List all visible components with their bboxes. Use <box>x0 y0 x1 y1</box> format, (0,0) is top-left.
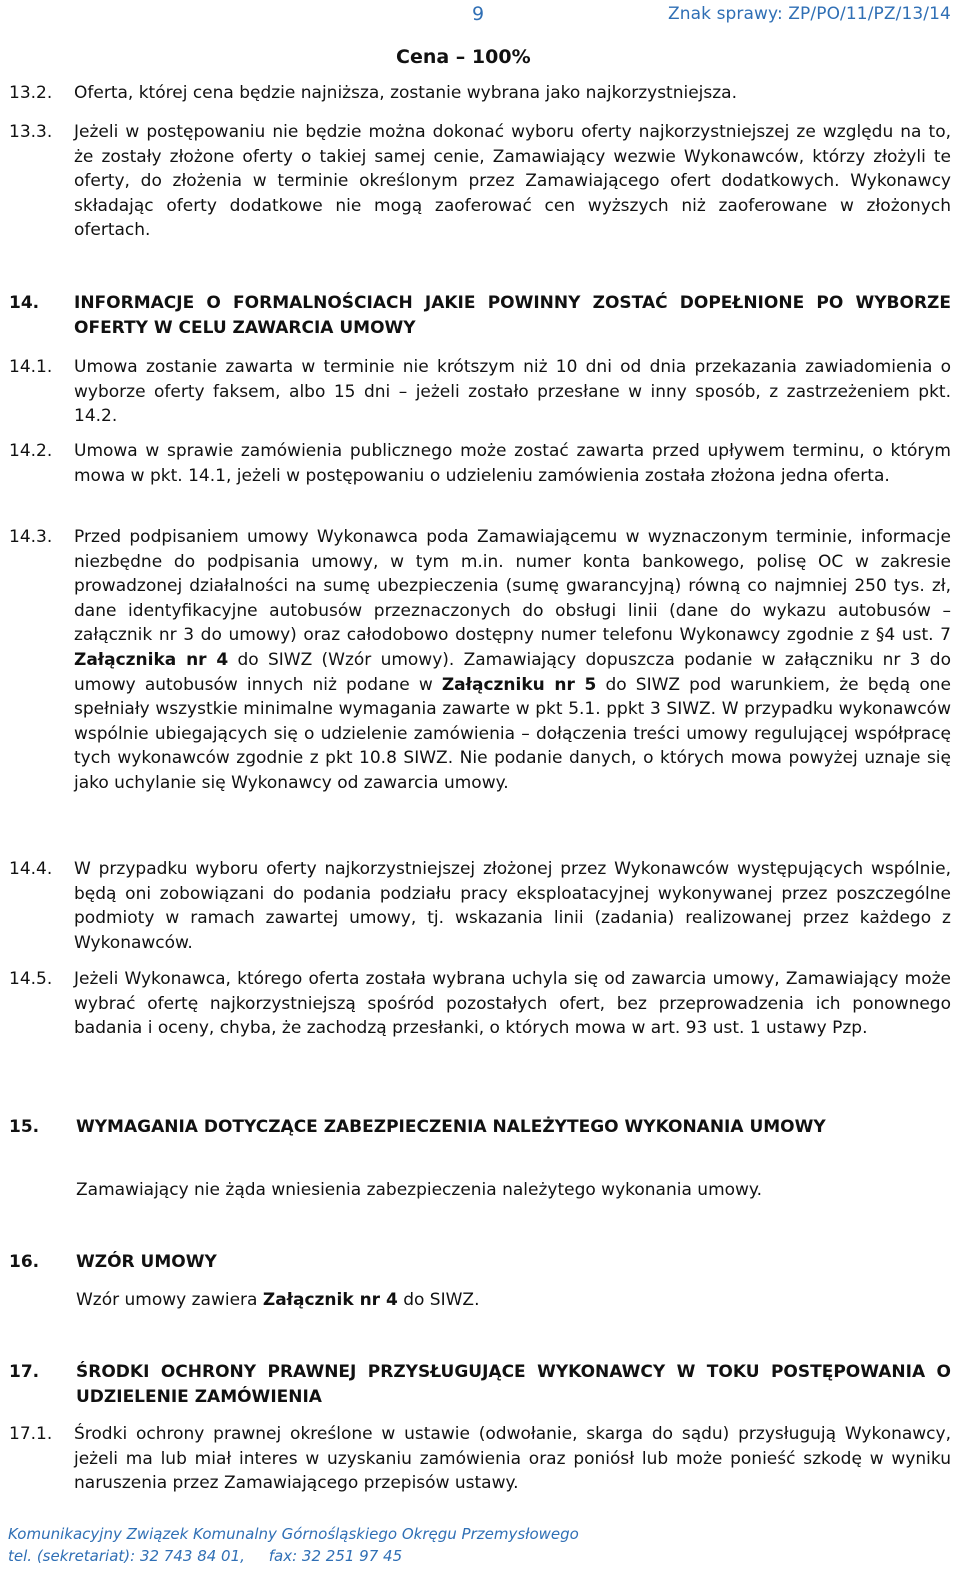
paragraph-14-1 <box>9 355 951 429</box>
paragraph-number: 17.1. <box>9 1424 53 1444</box>
section-16-text: Wzór umowy zawiera Załącznik nr 4 do SIWZ. <box>76 1290 480 1310</box>
paragraph-text: Środki ochrony prawnej określone w ustawie (odwołanie, skarga do sądu) przysługują Wykonawcy, jeżeli ma lub miał interes w uzyskaniu zamówienia oraz poniósł lub może ponieść szkodę w wyniku naruszenia przez Zamawiającego przepisów ustawy. <box>74 1424 951 1494</box>
paragraph-text: Przed podpisaniem umowy Wykonawca poda Zamawiającemu w wyznaczonym terminie, informacje niezbędne do podpisania umowy, w tym m.in. numer konta bankowego, polisę OC w zakresie prowadzonej działalności na sumę ubezpieczenia (sumę gwarancyjną) równą co najmniej 250 tys. zł, dane identyfikacyjne autobusów przeznaczonych do obsługi linii (dane do wykazu autobusów – załącznik nr 3 do umowy) oraz całodobowo dostępny numer telefonu Wykonawcy zgodnie z §4 ust. 7 Załącznika nr 4 do SIWZ (Wzór umowy). Zamawiający dopuszcza podanie w załączniku nr 3 do umowy autobusów innych niż podane w Załączniku nr 5 do SIWZ pod warunkiem, że będą one spełniały wszystkie minimalne wymagania zawarte w pkt 5.1. ppkt 3 SIWZ. W przypadku wykonawców wspólnie ubiegających się o udzielenie zamówienia – dołączenia treści umowy regulującej współpracę tych wykonawców zgodnie z pkt 10.8 SIWZ. Nie podanie danych, o których mowa powyżej uznaje się jako uchylanie się Wykonawcy od zawarcia umowy. <box>74 527 951 793</box>
paragraph-number: 14.1. <box>9 357 53 377</box>
paragraph-text: Oferta, której cena będzie najniższa, zostanie wybrana jako najkorzystniejsza. <box>74 83 738 103</box>
paragraph-text: Jeżeli Wykonawca, którego oferta została wybrana uchyla się od zawarcia umowy, Zamawiający może wybrać ofertę najkorzystniejszą spośród pozostałych ofert, bez przeprowadzenia ich ponownego badania i oceny, chyba, że zachodzą przesłanki, o których mowa w art. 93 ust. 1 ustawy Pzp. <box>74 969 951 1039</box>
page-number: 9 <box>472 3 485 25</box>
paragraph-text: Jeżeli w postępowaniu nie będzie można dokonać wyboru oferty najkorzystniejszej ze względu na to, że zostały złożone oferty o takiej samej cenie, Zamawiający wezwie Wykonawców, którzy złożyli te oferty, do złożenia w terminie określonym przez Zamawiającego ofert dodatkowych. Wykonawcy składając oferty dodatkowe nie mogą zaoferować cen wyższych niż zaoferowane w złożonych ofertach. <box>74 122 951 241</box>
section-14-heading <box>9 291 951 340</box>
paragraph-number: 13.3. <box>9 122 53 142</box>
paragraph-number: 14.4. <box>9 859 53 879</box>
paragraph-13-2 <box>9 81 951 106</box>
section-title: WZÓR UMOWY <box>76 1252 217 1272</box>
bold-reference: Załączniku nr 5 <box>441 674 597 695</box>
footer-contact: tel. (sekretariat): 32 743 84 01, fax: 32 251 97 45 <box>8 1547 403 1565</box>
case-signature: Znak sprawy: ZP/PO/11/PZ/13/14 <box>668 4 951 24</box>
section-title: WYMAGANIA DOTYCZĄCE ZABEZPIECZENIA NALEŻYTEGO WYKONANIA UMOWY <box>76 1117 826 1137</box>
section-16-heading <box>9 1250 951 1275</box>
section-title: INFORMACJE O FORMALNOŚCIACH JAKIE POWINNY ZOSTAĆ DOPEŁNIONE PO WYBORZE OFERTY W CELU ZAWARCIA UMOWY <box>74 293 951 338</box>
price-criterion: Cena – 100% <box>396 46 531 68</box>
section-17-heading <box>9 1360 951 1409</box>
section-number: 15. <box>9 1117 40 1137</box>
section-number: 14. <box>9 293 40 313</box>
paragraph-text: W przypadku wyboru oferty najkorzystniejszej złożonej przez Wykonawców występujących wspólnie, będą oni zobowiązani do podania podziału pracy eksploatacyjnej wykonywanej przez poszczególne podmioty w ramach zawartej umowy, tj. wskazania linii (zadania) realizowanej przez każdego z Wykonawców. <box>74 859 951 953</box>
paragraph-17-1 <box>9 1422 951 1496</box>
section-number: 16. <box>9 1252 40 1272</box>
paragraph-number: 14.2. <box>9 441 53 461</box>
paragraph-number: 14.5. <box>9 969 53 989</box>
paragraph-number: 14.3. <box>9 527 53 547</box>
paragraph-14-2 <box>9 439 951 488</box>
footer-organization: Komunikacyjny Związek Komunalny Górnośląskiego Okręgu Przemysłowego <box>8 1525 579 1543</box>
bold-reference: Załącznika nr 4 <box>74 649 229 670</box>
paragraph-14-4 <box>9 857 951 955</box>
paragraph-number: 13.2. <box>9 83 53 103</box>
section-title: ŚRODKI OCHRONY PRAWNEJ PRZYSŁUGUJĄCE WYKONAWCY W TOKU POSTĘPOWANIA O UDZIELENIE ZAMÓWIENIA <box>76 1362 951 1407</box>
paragraph-text: Umowa w sprawie zamówienia publicznego może zostać zawarta przed upływem terminu, o którym mowa w pkt. 14.1, jeżeli w postępowaniu o udzieleniu zamówienia została złożona jedna oferta. <box>74 441 951 486</box>
section-15-heading <box>9 1115 951 1140</box>
paragraph-14-5 <box>9 967 951 1041</box>
paragraph-13-3 <box>9 120 951 243</box>
section-number: 17. <box>9 1362 40 1382</box>
paragraph-14-3 <box>9 525 951 796</box>
paragraph-text: Umowa zostanie zawarta w terminie nie krótszym niż 10 dni od dnia przekazania zawiadomienia o wyborze oferty faksem, albo 15 dni – jeżeli zostało przesłane w inny sposób, z zastrzeżeniem pkt. 14.2. <box>74 357 951 427</box>
section-15-text: Zamawiający nie żąda wniesienia zabezpieczenia należytego wykonania umowy. <box>76 1180 762 1200</box>
bold-reference: Załącznik nr 4 <box>262 1290 398 1310</box>
